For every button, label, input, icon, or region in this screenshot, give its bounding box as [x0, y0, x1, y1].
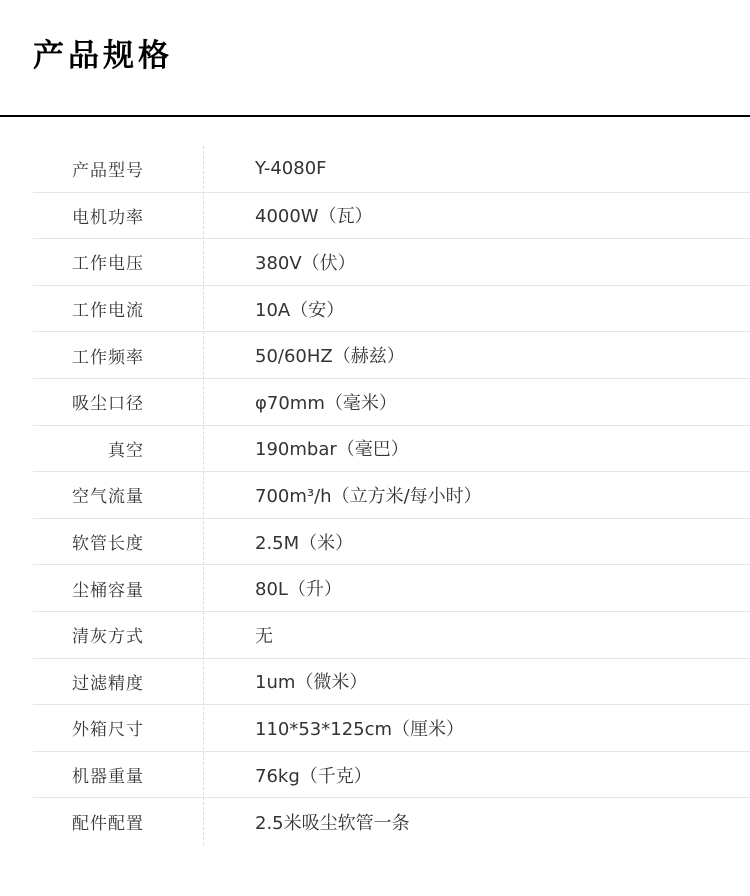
spec-label: 清灰方式: [72, 627, 144, 648]
spec-value: 110*53*125cm（厘米）: [255, 718, 465, 740]
spec-value: φ70mm（毫米）: [255, 392, 397, 414]
spec-row: [33, 379, 750, 426]
spec-value: 80L（升）: [255, 579, 342, 601]
spec-value: 2.5米吸尘软管一条: [255, 812, 410, 834]
spec-row: [33, 519, 750, 566]
spec-table: [33, 146, 750, 845]
spec-row: [33, 705, 750, 752]
spec-row: [33, 426, 750, 473]
spec-value: 76kg（千克）: [255, 765, 372, 787]
spec-value: 10A（安）: [255, 299, 345, 321]
spec-label: 外箱尺寸: [72, 720, 144, 741]
spec-row: [33, 286, 750, 333]
spec-value: 700m³/h（立方米/每小时）: [255, 485, 482, 507]
spec-value: 无: [255, 625, 273, 647]
spec-label: 过滤精度: [72, 673, 144, 694]
spec-row: [33, 193, 750, 240]
spec-label: 产品型号: [72, 161, 144, 182]
spec-value: 190mbar（毫巴）: [255, 439, 409, 461]
spec-row: [33, 332, 750, 379]
spec-row: [33, 612, 750, 659]
spec-label: 真空: [108, 440, 144, 461]
spec-label: 工作电流: [72, 301, 144, 322]
spec-row: [33, 659, 750, 706]
spec-value: 2.5M（米）: [255, 532, 354, 554]
spec-row: [33, 146, 750, 193]
spec-label: 工作频率: [72, 347, 144, 368]
page-title: 产品规格: [33, 38, 173, 74]
spec-value: 380V（伏）: [255, 252, 356, 274]
spec-label: 配件配置: [72, 814, 144, 835]
spec-label: 空气流量: [72, 487, 144, 508]
spec-row: [33, 239, 750, 286]
spec-label: 吸尘口径: [72, 394, 144, 415]
spec-value: Y-4080F: [255, 158, 327, 180]
spec-value: 4000W（瓦）: [255, 206, 373, 228]
spec-label: 尘桶容量: [72, 580, 144, 601]
spec-label: 工作电压: [72, 254, 144, 275]
spec-row: [33, 565, 750, 612]
title-underline-rule: [0, 115, 750, 117]
spec-value: 1um（微米）: [255, 672, 368, 694]
spec-row: [33, 752, 750, 799]
spec-value: 50/60HZ（赫兹）: [255, 346, 405, 368]
spec-label: 软管长度: [72, 534, 144, 555]
spec-label: 机器重量: [72, 767, 144, 788]
spec-label: 电机功率: [72, 207, 144, 228]
spec-row: [33, 472, 750, 519]
spec-row: [33, 798, 750, 845]
